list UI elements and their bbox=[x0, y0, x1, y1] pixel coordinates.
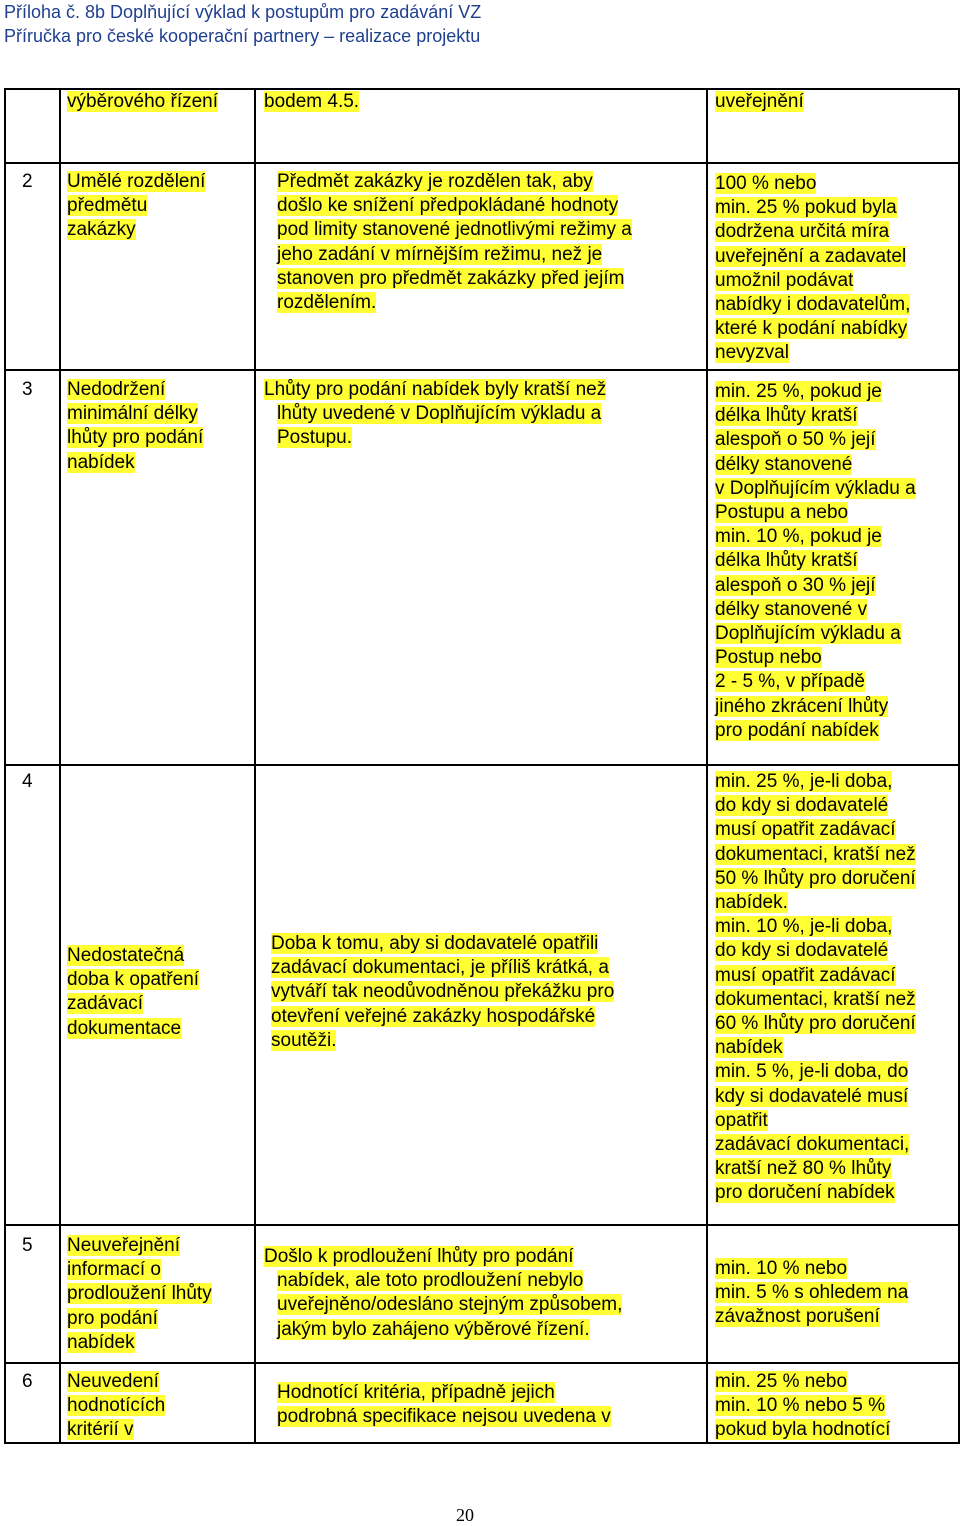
header-line-2: Příručka pro české kooperační partnery – realizace projektu bbox=[4, 26, 481, 46]
table-column-divider bbox=[254, 88, 256, 1444]
table-row-divider bbox=[4, 162, 960, 164]
row-number: 6 bbox=[22, 1371, 33, 1392]
row-name: Neuvedení hodnotících kritérií v bbox=[67, 1371, 166, 1441]
row-description: Lhůty pro podání nabídek byly kratší než lhůty uvedené v Doplňujícím výkladu a Postupu. bbox=[264, 379, 607, 449]
document-header bbox=[4, 0, 481, 48]
table-column-divider bbox=[59, 88, 61, 1444]
row-correction: min. 25 % nebo min. 10 % nebo 5 % pokud byla hodnotící bbox=[715, 1371, 891, 1441]
table-row-divider bbox=[4, 764, 960, 766]
row-correction: min. 25 %, je-li doba, do kdy si dodavatelé musí opatřit zadávací dokumentaci, kratší než 50 % lhůty pro doručení nabídek. min. 10 %, je-li doba, do kdy si dodavatelé musí opatřit zadávací dokumentaci, kratší než 60 % lhůty pro doručení nabídek min. 5 %, je-li doba, do kdy si dodavatelé musí opatřit zadávací dokumentaci, kratší než 80 % lhůty pro doručení nabídek bbox=[715, 771, 916, 1204]
row-name: Nedodržení minimální délky lhůty pro podání nabídek bbox=[67, 379, 204, 473]
table-border-left bbox=[4, 88, 6, 1444]
row-description: Předmět zakázky je rozdělen tak, aby došlo ke snížení předpokládané hodnoty pod limity stanovené jednotlivými režimy a jeho zadání v mírnějším režimu, než je stanoven pro předmět zakázky před jejím rozdělením. bbox=[277, 171, 632, 314]
row-number: 2 bbox=[22, 171, 33, 192]
table-row-divider bbox=[4, 369, 960, 371]
row-correction: 100 % nebo min. 25 % pokud byla dodržena určitá míra uveřejnění a zadavatel umožnil podávat nabídky i dodavatelům, které k podání nabídky nevyzval bbox=[715, 173, 911, 364]
row-name: Umělé rozdělení předmětu zakázky bbox=[67, 171, 206, 241]
table-row-divider bbox=[4, 1224, 960, 1226]
row-correction: min. 25 %, pokud je délka lhůty kratší alespoň o 50 % její délky stanovené v Doplňujícím výkladu a Postupu a nebo min. 10 %, pokud je délka lhůty kratší alespoň o 30 % její délky stanovené v Doplňujícím výkladu a Postup nebo 2 - 5 %, v případě jiného zkrácení lhůty pro podání nabídek bbox=[715, 381, 916, 741]
row-correction: min. 10 % nebo min. 5 % s ohledem na závažnost porušení bbox=[715, 1258, 909, 1328]
row-description: Hodnotící kritéria, případně jejich podrobná specifikace nejsou uvedena v bbox=[277, 1382, 611, 1428]
row-number: 5 bbox=[22, 1235, 33, 1256]
header-line-1: Příloha č. 8b Doplňující výklad k postupům pro zadávání VZ bbox=[4, 2, 482, 22]
row-description: Došlo k prodloužení lhůty pro podání nabídek, ale toto prodloužení nebylo uveřejněno/odesláno stejným způsobem, jakým bylo zahájeno výběrové řízení. bbox=[264, 1246, 623, 1340]
row-name: Neuveřejnění informací o prodloužení lhůty pro podání nabídek bbox=[67, 1235, 212, 1353]
continuation-name: výběrového řízení bbox=[67, 91, 219, 112]
row-number: 4 bbox=[22, 771, 33, 792]
continuation-description: bodem 4.5. bbox=[264, 91, 360, 112]
table-row-divider bbox=[4, 1362, 960, 1364]
page-number: 20 bbox=[456, 1505, 474, 1525]
row-number: 3 bbox=[22, 379, 33, 400]
row-description: Doba k tomu, aby si dodavatelé opatřili zadávací dokumentaci, je příliš krátká, a vytváří tak neodůvodněnou překážku pro otevření veřejné zakázky hospodářské soutěži. bbox=[271, 933, 615, 1051]
continuation-correction: uveřejnění bbox=[715, 91, 804, 112]
row-name: Nedostatečná doba k opatření zadávací dokumentace bbox=[67, 945, 200, 1039]
table-column-divider bbox=[706, 88, 708, 1444]
